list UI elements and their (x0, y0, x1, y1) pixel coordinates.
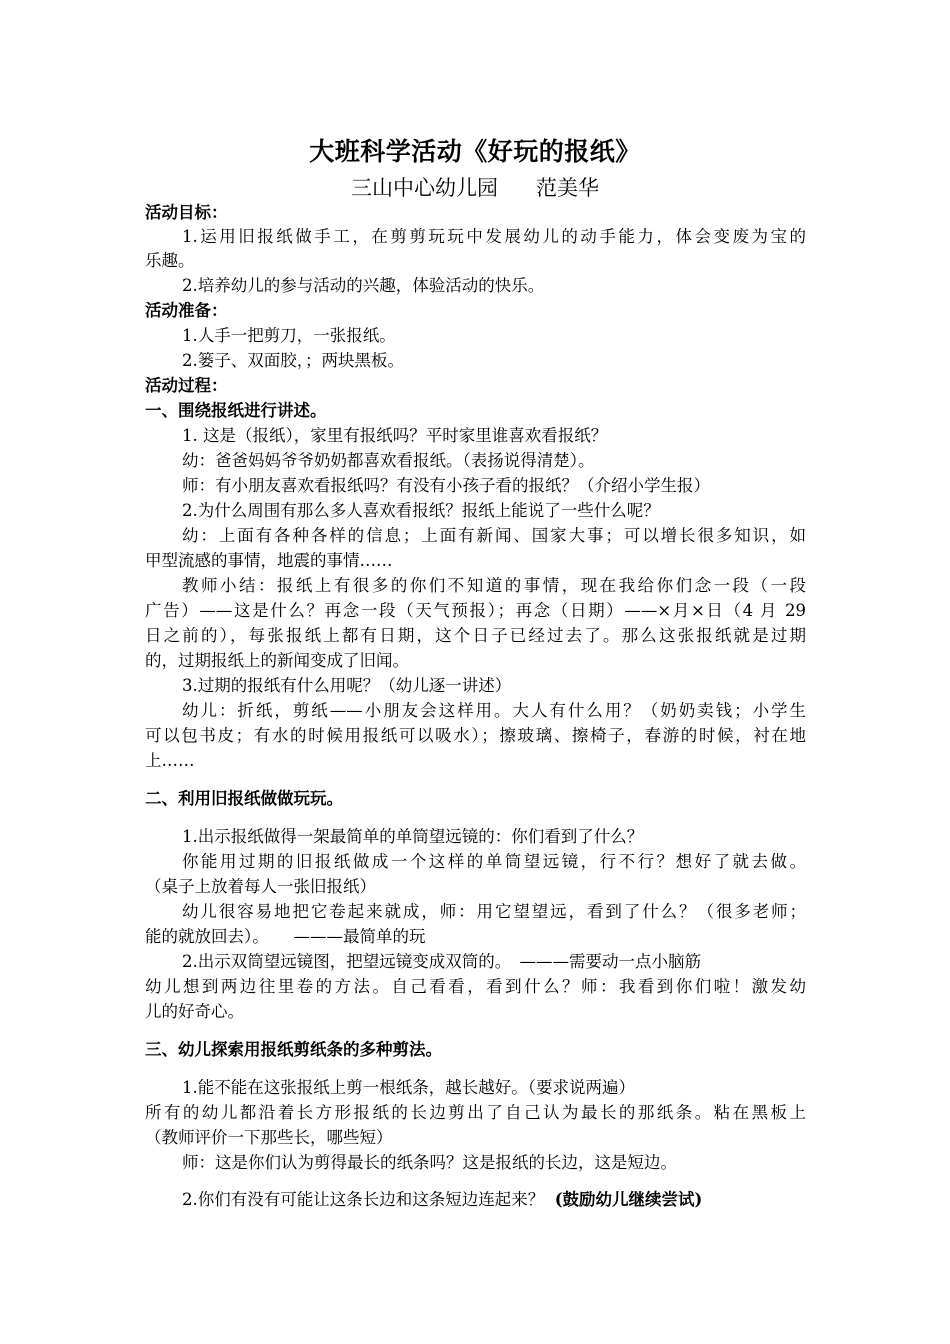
paragraph-line: 幼：爸爸妈妈爷爷奶奶都喜欢看报纸。（表扬说得清楚）。 (182, 451, 595, 470)
paragraph-line: 1.运用旧报纸做手工，在剪剪玩玩中发展幼儿的动手能力，体会变废为宝的 (182, 227, 806, 246)
subsection-heading-2: 二、利用旧报纸做做玩玩。 (145, 789, 343, 808)
paragraph-line: 1.能不能在这张报纸上剪一根纸条，越长越好。（要求说两遍） (182, 1078, 635, 1097)
paragraph-line: 可以包书皮；有水的时候用报纸可以吸水）；擦玻璃、擦椅子，春游的时候，衬在地 (145, 726, 806, 745)
section-heading-process: 活动过程： (145, 376, 228, 395)
author-name: 范美华 (536, 176, 599, 200)
author-school: 三山中心幼儿园 (351, 176, 498, 200)
paragraph-line: 上…… (145, 751, 195, 770)
teaching-note: (鼓励幼儿继续尝试) (554, 1190, 703, 1209)
paragraph-line: 1.出示报纸做得一架最简单的单筒望远镜的：你们看到了什么？ (182, 827, 644, 846)
paragraph-line: 2.篓子、双面胶，；两块黑板。 (182, 351, 404, 370)
paragraph-line: 能的就放回去）。 ———最简单的玩 (145, 927, 426, 946)
paragraph-line: 2.出示双筒望远镜图，把望远镜变成双筒的。 ———需要动一点小脑筋 (182, 952, 701, 971)
paragraph-line: 2.为什么周围有那么多人喜欢看报纸？报纸上能说了一些什么呢？ (182, 501, 660, 520)
paragraph-line: 1.人手一把剪刀，一张报纸。 (182, 326, 396, 345)
question-text: 2.你们有没有可能让这条长边和这条短边连起来？ (182, 1190, 545, 1209)
paragraph-line: 幼儿想到两边往里卷的方法。自己看看，看到什么？师：我看到你们啦！激发幼 (145, 977, 806, 996)
paragraph-line: （桌子上放着每人一张旧报纸） (145, 877, 376, 896)
paragraph-line: 甲型流感的事情，地震的事情…… (145, 551, 393, 570)
paragraph-line: 儿的好奇心。 (145, 1002, 244, 1021)
paragraph-line: 幼儿：折纸，剪纸——小朋友会这样用。大人有什么用？（奶奶卖钱；小学生 (182, 701, 806, 720)
paragraph-line: 广告）——这是什么？再念一段（天气预报）；再念（日期）——×月×日（4 月 29 (145, 601, 806, 620)
paragraph-line (182, 1188, 702, 1212)
paragraph-line: 师：有小朋友喜欢看报纸吗？有没有小孩子看的报纸？（介绍小学生报） (182, 476, 710, 495)
paragraph-line: 日之前的），每张报纸上都有日期，这个日子已经过去了。那么这张报纸就是过期 (145, 626, 806, 645)
paragraph-line: 3.过期的报纸有什么用呢？（幼儿逐一讲述） (182, 676, 512, 695)
paragraph-line: 师：这是你们认为剪得最长的纸条吗？这是报纸的长边，这是短边。 (182, 1153, 677, 1172)
subsection-heading-3: 三、幼儿探索用报纸剪纸条的多种剪法。 (145, 1040, 442, 1059)
section-heading-goals: 活动目标： (145, 203, 228, 222)
paragraph-line: （教师评价一下那些长，哪些短） (145, 1128, 393, 1147)
author-line (0, 172, 950, 202)
paragraph-line: 1. 这是（报纸），家里有报纸吗？平时家里谁喜欢看报纸？ (182, 426, 608, 445)
document-title: 大班科学活动《好玩的报纸》 (309, 137, 641, 166)
paragraph-line: 乐趣。 (145, 251, 195, 270)
paragraph-line: 教师小结：报纸上有很多的你们不知道的事情，现在我给你们念一段（一段 (182, 576, 806, 595)
subsection-heading-1: 一、围绕报纸进行讲述。 (145, 401, 327, 420)
paragraph-line: 所有的幼儿都沿着长方形报纸的长边剪出了自己认为最长的那纸条。粘在黑板上 (145, 1103, 806, 1122)
paragraph-line: 的，过期报纸上的新闻变成了旧闻。 (145, 651, 409, 670)
paragraph-line: 幼：上面有各种各样的信息；上面有新闻、国家大事；可以增长很多知识，如 (182, 526, 806, 545)
paragraph-line: 幼儿很容易地把它卷起来就成，师：用它望望远，看到了什么？（很多老师； (182, 902, 806, 921)
paragraph-line: 你能用过期的旧报纸做成一个这样的单筒望远镜，行不行？想好了就去做。 (182, 852, 806, 871)
section-heading-preparation: 活动准备： (145, 301, 228, 320)
paragraph-line: 2.培养幼儿的参与活动的兴趣，体验活动的快乐。 (182, 276, 545, 295)
